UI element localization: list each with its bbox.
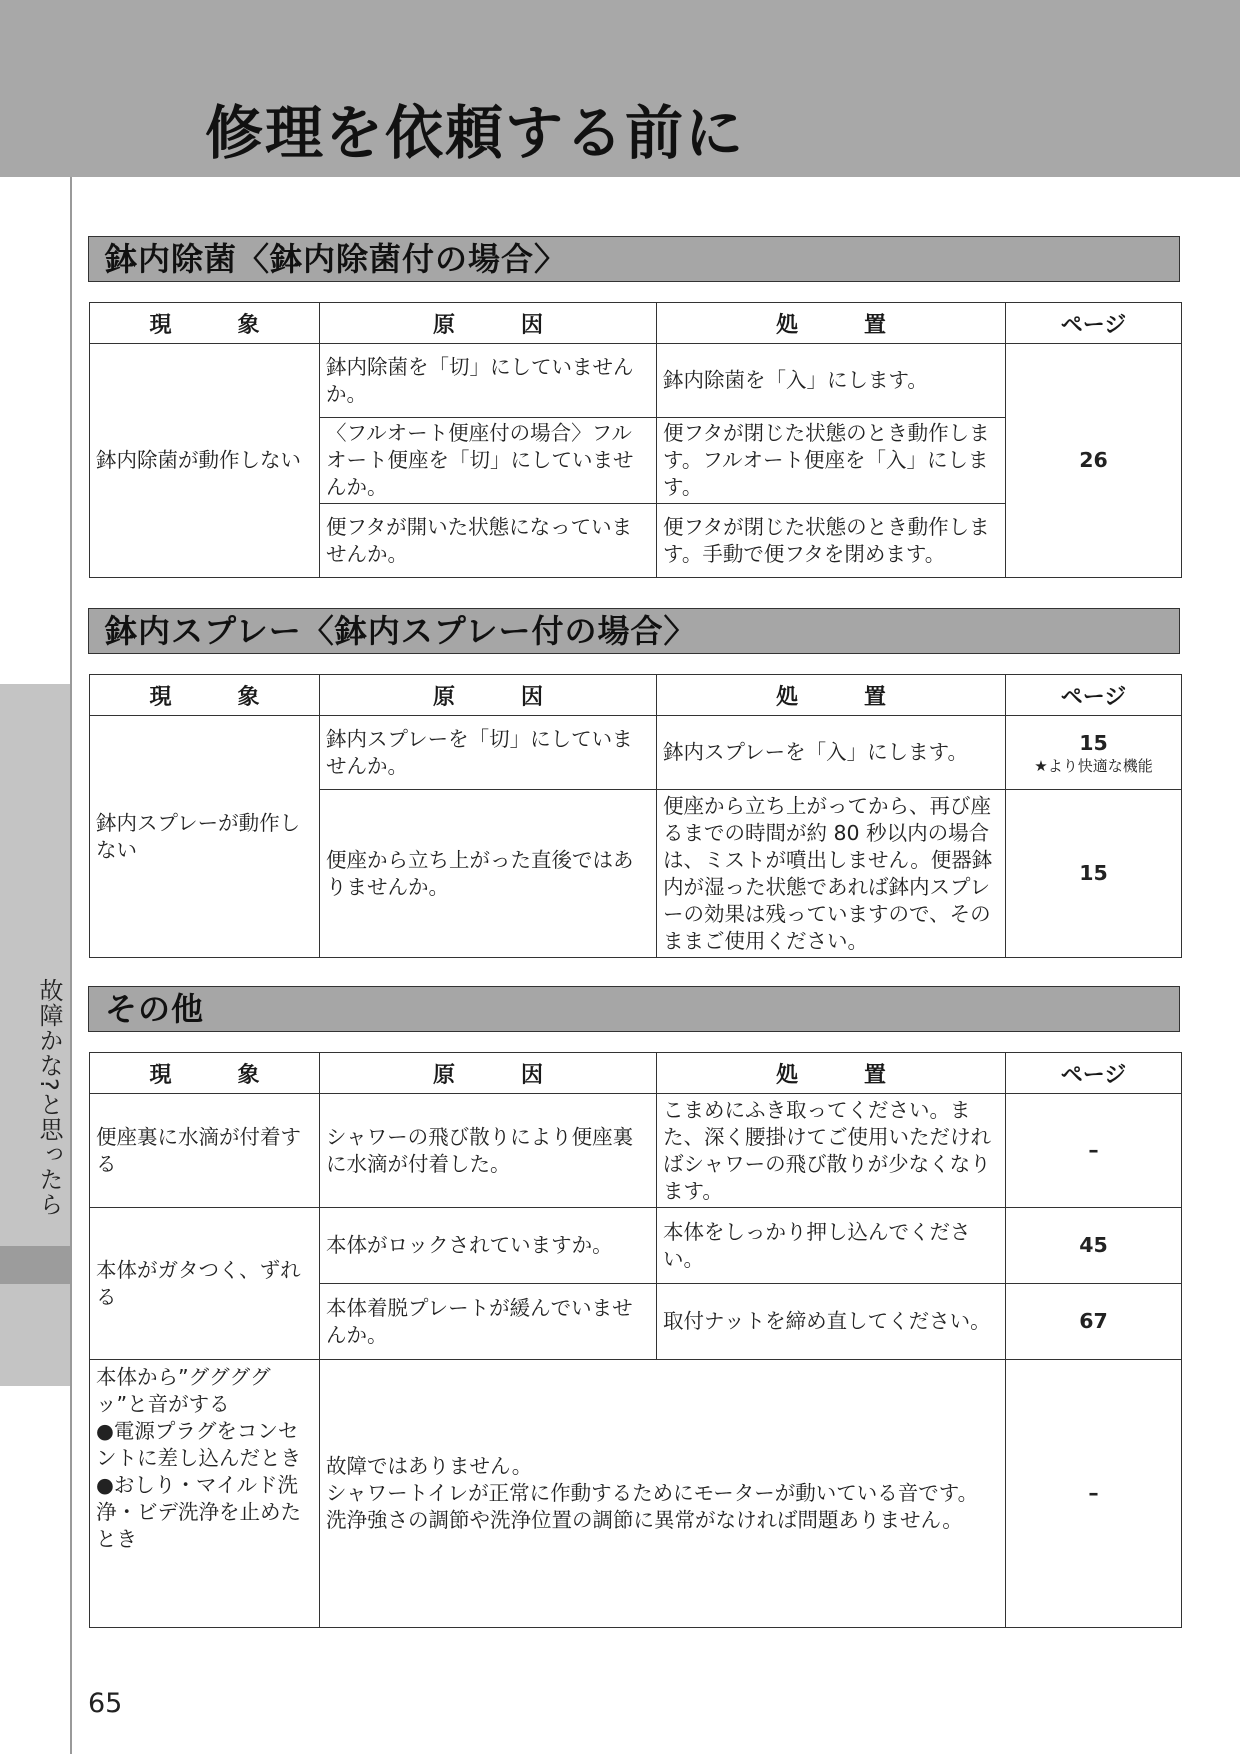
table-row: [90, 716, 1182, 790]
cause-cell: 鉢内除菌を「切」にしていませんか。: [320, 344, 657, 418]
page-note: ★より快適な機能: [1034, 757, 1153, 775]
symptom-cell: 便座裏に水滴が付着する: [90, 1094, 320, 1208]
bowl-spray-table: [89, 674, 1182, 958]
page-reference: 67: [1006, 1284, 1182, 1360]
column-header-page: ページ: [1006, 675, 1182, 716]
remedy-cell: 便フタが閉じた状態のとき動作します。フルオート便座を「入」にします。: [657, 418, 1006, 504]
remedy-cell: 鉢内除菌を「入」にします。: [657, 344, 1006, 418]
column-header-symptom: 現 象: [90, 675, 320, 716]
cause-remedy-cell: [320, 1360, 1006, 1628]
page-reference: –: [1006, 1360, 1182, 1628]
remedy-cell: こまめにふき取ってください。また、深く腰掛けてご使用いただければシャワーの飛び散りが少なくなります。: [657, 1094, 1006, 1208]
column-header-page: ページ: [1006, 303, 1182, 344]
table-header-row: [90, 1053, 1182, 1094]
remedy-cell: 本体をしっかり押し込んでください。: [657, 1208, 1006, 1284]
column-header-cause: 原 因: [320, 1053, 657, 1094]
margin-rule: [70, 177, 72, 1754]
section-title-other: その他: [88, 986, 1180, 1032]
symptom-text: 本体から”ググググッ”と音がする: [96, 1365, 271, 1416]
column-header-cause: 原 因: [320, 675, 657, 716]
column-header-symptom: 現 象: [90, 303, 320, 344]
symptom-cell: 本体がガタつく、ずれる: [90, 1208, 320, 1360]
column-header-symptom: 現 象: [90, 1053, 320, 1094]
cause-cell: 鉢内スプレーを「切」にしていませんか。: [320, 716, 657, 790]
cause-remedy-line: シャワートイレが正常に作動するためにモーターが動いている音です。: [326, 1481, 979, 1505]
cause-remedy-line: 洗浄強さの調節や洗浄位置の調節に異常がなければ問題ありません。: [326, 1508, 963, 1532]
column-header-page: ページ: [1006, 1053, 1182, 1094]
column-header-remedy: 処 置: [657, 1053, 1006, 1094]
cause-cell: 便フタが開いた状態になっていませんか。: [320, 504, 657, 578]
cause-remedy-line: 故障ではありません。: [326, 1454, 533, 1478]
page-reference-cell: [1006, 716, 1182, 790]
table-header-row: [90, 303, 1182, 344]
symptom-cell: 鉢内スプレーが動作しない: [90, 716, 320, 958]
table-row: [90, 344, 1182, 418]
remedy-cell: 便座から立ち上がってから、再び座るまでの時間が約 80 秒以内の場合は、ミストが噴出しません。便器鉢内が湿った状態であれば鉢内スプレーの効果は残っていますので、そのままご使用ください。: [657, 790, 1006, 958]
section-title-bowl-sterilization: 鉢内除菌〈鉢内除菌付の場合〉: [88, 236, 1180, 282]
cause-cell: 本体着脱プレートが緩んでいませんか。: [320, 1284, 657, 1360]
cause-cell: 便座から立ち上がった直後ではありませんか。: [320, 790, 657, 958]
bowl-sterilization-table: [89, 302, 1182, 578]
other-table: [89, 1052, 1182, 1628]
table-row: [90, 1360, 1182, 1628]
column-header-cause: 原 因: [320, 303, 657, 344]
page-number: 65: [88, 1688, 123, 1719]
cause-cell: シャワーの飛び散りにより便座裏に水滴が付着した。: [320, 1094, 657, 1208]
page-reference: 15: [1079, 731, 1108, 755]
symptom-bullet: ●おしり・マイルド洗浄・ビデ洗浄を止めたとき: [96, 1473, 301, 1551]
page-reference: 15: [1006, 790, 1182, 958]
remedy-cell: 鉢内スプレーを「入」にします。: [657, 716, 1006, 790]
table-row: [90, 1208, 1182, 1284]
side-tab-label: 故障かな?と思ったら: [35, 978, 63, 1217]
page-title: 修理を依頼する前に: [205, 99, 746, 167]
column-header-remedy: 処 置: [657, 303, 1006, 344]
remedy-cell: 便フタが閉じた状態のとき動作します。手動で便フタを閉めます。: [657, 504, 1006, 578]
symptom-cell: [90, 1360, 320, 1628]
table-header-row: [90, 675, 1182, 716]
page-reference: 26: [1006, 344, 1182, 578]
side-tab-marker: [0, 1246, 70, 1284]
section-title-bowl-spray: 鉢内スプレー〈鉢内スプレー付の場合〉: [88, 608, 1180, 654]
page-reference: 45: [1006, 1208, 1182, 1284]
page-reference: –: [1006, 1094, 1182, 1208]
cause-cell: 本体がロックされていますか。: [320, 1208, 657, 1284]
table-row: [90, 1094, 1182, 1208]
symptom-bullet: ●電源プラグをコンセントに差し込んだとき: [96, 1419, 301, 1470]
remedy-cell: 取付ナットを締め直してください。: [657, 1284, 1006, 1360]
column-header-remedy: 処 置: [657, 675, 1006, 716]
symptom-cell: 鉢内除菌が動作しない: [90, 344, 320, 578]
cause-cell: 〈フルオート便座付の場合〉フルオート便座を「切」にしていませんか。: [320, 418, 657, 504]
